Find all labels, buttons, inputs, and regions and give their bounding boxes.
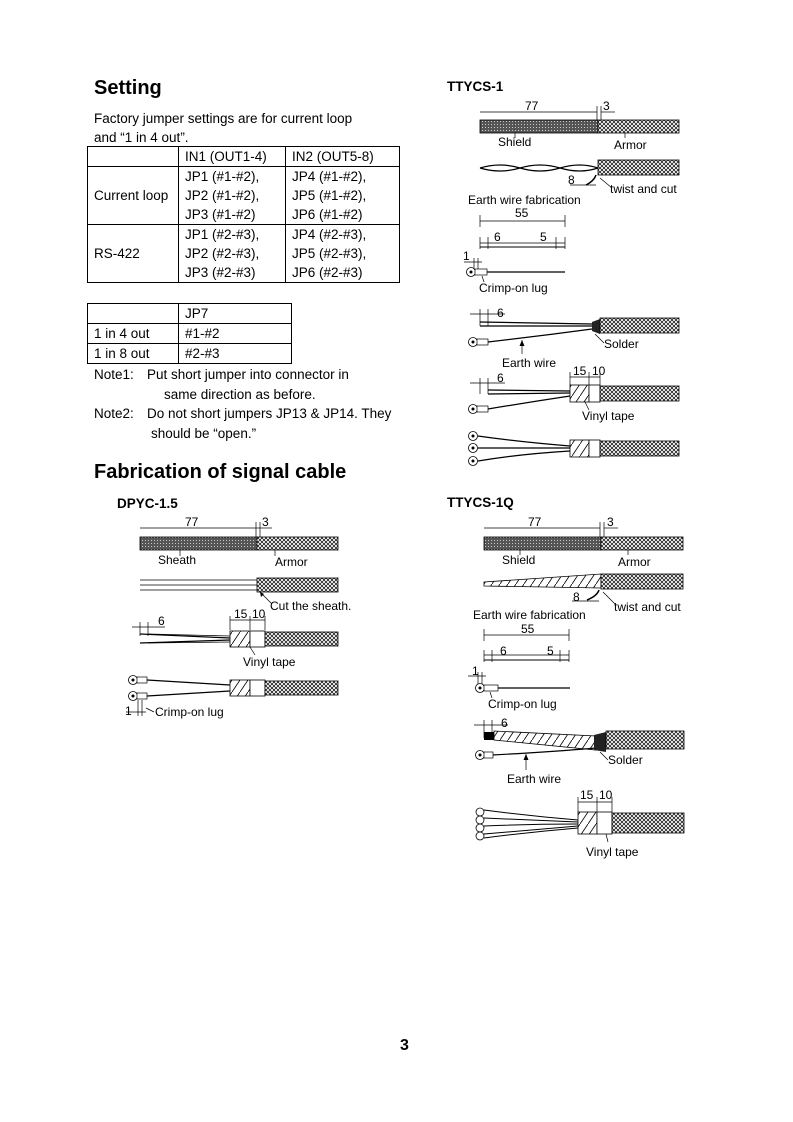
jp7-table-row xyxy=(88,344,292,364)
jumper-table xyxy=(87,146,400,283)
vinyl-tape xyxy=(230,680,250,696)
dim-77: 77 xyxy=(185,515,199,529)
twist-and-cut-label: twist and cut xyxy=(614,600,681,614)
setting-intro-line2: and “1 in 4 out”. xyxy=(94,130,189,145)
armor xyxy=(601,574,683,589)
jp7-table xyxy=(87,303,292,364)
jp7-table-row-label: 1 in 4 out xyxy=(88,324,179,344)
fabrication-heading: Fabrication of signal cable xyxy=(94,461,347,483)
jumper-table-header-in1: IN1 (OUT1-4) xyxy=(179,147,286,167)
jumper-table-row-label: RS-422 xyxy=(88,225,179,283)
sheath-label: Sheath xyxy=(158,553,197,567)
jumper-value: JP6 (#1-#2) xyxy=(292,207,363,222)
page-number: 3 xyxy=(400,1037,409,1054)
dim-1: 1 xyxy=(472,664,479,678)
note-1 xyxy=(94,365,414,405)
dim-55: 55 xyxy=(521,622,535,636)
ttycs1-diagram xyxy=(460,96,700,476)
jp7-table-row-value: #1-#2 xyxy=(179,324,292,344)
armor xyxy=(257,537,338,550)
twist-and-cut-label: twist and cut xyxy=(610,182,677,196)
jumper-value: JP4 (#1-#2), xyxy=(292,169,367,184)
shield xyxy=(484,537,601,550)
dim-6b: 6 xyxy=(497,306,504,320)
dim-3: 3 xyxy=(603,99,610,113)
jumper-table-header-empty xyxy=(88,147,179,167)
dpyc-diagram xyxy=(120,512,360,724)
armor xyxy=(600,318,679,333)
earth-wire-fabrication-label: Earth wire fabrication xyxy=(468,193,581,207)
dim-5: 5 xyxy=(547,644,554,658)
jumper-table-cell xyxy=(286,167,400,225)
dim-15: 15 xyxy=(234,607,248,621)
jumper-table-cell xyxy=(179,167,286,225)
dpyc-title: DPYC-1.5 xyxy=(117,496,178,511)
jumper-table-cell xyxy=(179,225,286,283)
sheath xyxy=(140,537,257,550)
dim-15: 15 xyxy=(580,788,594,802)
ttycs1q-diagram xyxy=(460,512,700,862)
vinyl-tape-label: Vinyl tape xyxy=(586,845,639,859)
jumper-value: JP6 (#2-#3) xyxy=(292,265,363,280)
note-2 xyxy=(94,404,414,444)
dim-5: 5 xyxy=(540,230,547,244)
jp7-table-row-label: 1 in 8 out xyxy=(88,344,179,364)
setting-heading: Setting xyxy=(94,77,162,99)
vinyl-tape xyxy=(570,440,589,457)
jumper-table-header-in2: IN2 (OUT5-8) xyxy=(286,147,400,167)
jumper-value: JP2 (#1-#2), xyxy=(185,188,260,203)
setting-intro xyxy=(94,109,352,147)
dim-1: 1 xyxy=(463,249,470,263)
jumper-value: JP3 (#1-#2) xyxy=(185,207,256,222)
note-1-label: Note1: xyxy=(94,367,134,382)
ttycs1-title: TTYCS-1 xyxy=(447,79,504,94)
vinyl-tape-label: Vinyl tape xyxy=(243,655,296,669)
armor xyxy=(598,120,679,133)
dim-8: 8 xyxy=(573,590,580,604)
armor-label: Armor xyxy=(614,138,647,152)
jumper-value: JP5 (#2-#3), xyxy=(292,246,367,261)
jp7-table-header xyxy=(88,304,292,324)
dim-3: 3 xyxy=(262,515,269,529)
armor-label: Armor xyxy=(275,555,308,569)
dim-8: 8 xyxy=(568,173,575,187)
dim-10: 10 xyxy=(252,607,266,621)
dim-77: 77 xyxy=(525,99,539,113)
jp7-table-row-value: #2-#3 xyxy=(179,344,292,364)
earth-wire-fabrication-label: Earth wire fabrication xyxy=(473,608,586,622)
dim-6c: 6 xyxy=(497,371,504,385)
note-2-line1: Do not short jumpers JP13 & JP14. They xyxy=(147,406,392,421)
dim-10: 10 xyxy=(599,788,613,802)
jumper-value: JP2 (#2-#3), xyxy=(185,246,260,261)
dim-6: 6 xyxy=(158,614,165,628)
jumper-table-row xyxy=(88,167,400,225)
shield-label: Shield xyxy=(498,135,532,149)
dim-6: 6 xyxy=(494,230,501,244)
ttycs1q-title: TTYCS-1Q xyxy=(447,495,514,510)
dim-6b: 6 xyxy=(501,716,508,730)
dim-10: 10 xyxy=(592,364,606,378)
dim-15: 15 xyxy=(573,364,587,378)
crimp-on-lug-label: Crimp-on lug xyxy=(155,705,224,719)
jumper-table-header xyxy=(88,147,400,167)
note-1-line2: same direction as before. xyxy=(164,387,316,402)
crimp-on-lug-label: Crimp-on lug xyxy=(488,697,557,711)
armor xyxy=(600,386,679,401)
earth-wire-label: Earth wire xyxy=(507,772,562,786)
armor xyxy=(265,632,338,646)
solder-label: Solder xyxy=(604,337,639,351)
dim-6: 6 xyxy=(500,644,507,658)
note-2-label: Note2: xyxy=(94,406,134,421)
jumper-table-row-label: Current loop xyxy=(88,167,179,225)
vinyl-tape xyxy=(570,385,589,402)
vinyl-tape xyxy=(578,812,597,834)
armor xyxy=(257,578,338,592)
earth-wire-label: Earth wire xyxy=(502,356,557,370)
jumper-table-row xyxy=(88,225,400,283)
jumper-table-cell xyxy=(286,225,400,283)
jumper-value: JP4 (#2-#3), xyxy=(292,227,367,242)
shield xyxy=(480,120,598,133)
vinyl-tape xyxy=(230,631,250,647)
cut-sheath-label: Cut the sheath. xyxy=(270,599,352,613)
dim-77: 77 xyxy=(528,515,542,529)
jp7-table-header-jp7: JP7 xyxy=(179,304,292,324)
jp7-table-header-empty xyxy=(88,304,179,324)
note-1-line1: Put short jumper into connector in xyxy=(147,367,349,382)
armor xyxy=(612,813,684,833)
jumper-value: JP5 (#1-#2), xyxy=(292,188,367,203)
dim-1: 1 xyxy=(125,704,132,718)
armor-label: Armor xyxy=(618,555,651,569)
armor xyxy=(606,731,684,749)
jumper-value: JP1 (#2-#3), xyxy=(185,227,260,242)
dim-55: 55 xyxy=(515,206,529,220)
solder-label: Solder xyxy=(608,753,643,767)
armor xyxy=(598,160,679,175)
armor xyxy=(601,537,683,550)
dim-3: 3 xyxy=(607,515,614,529)
jumper-value: JP3 (#2-#3) xyxy=(185,265,256,280)
jumper-value: JP1 (#1-#2), xyxy=(185,169,260,184)
setting-intro-line1: Factory jumper settings are for current loop xyxy=(94,111,353,126)
crimp-on-lug-label: Crimp-on lug xyxy=(479,281,548,295)
armor xyxy=(600,441,679,456)
vinyl-tape-label: Vinyl tape xyxy=(582,409,635,423)
jp7-table-row xyxy=(88,324,292,344)
armor xyxy=(265,681,338,695)
note-2-line2: should be “open.” xyxy=(151,426,257,441)
shield-label: Shield xyxy=(502,553,536,567)
